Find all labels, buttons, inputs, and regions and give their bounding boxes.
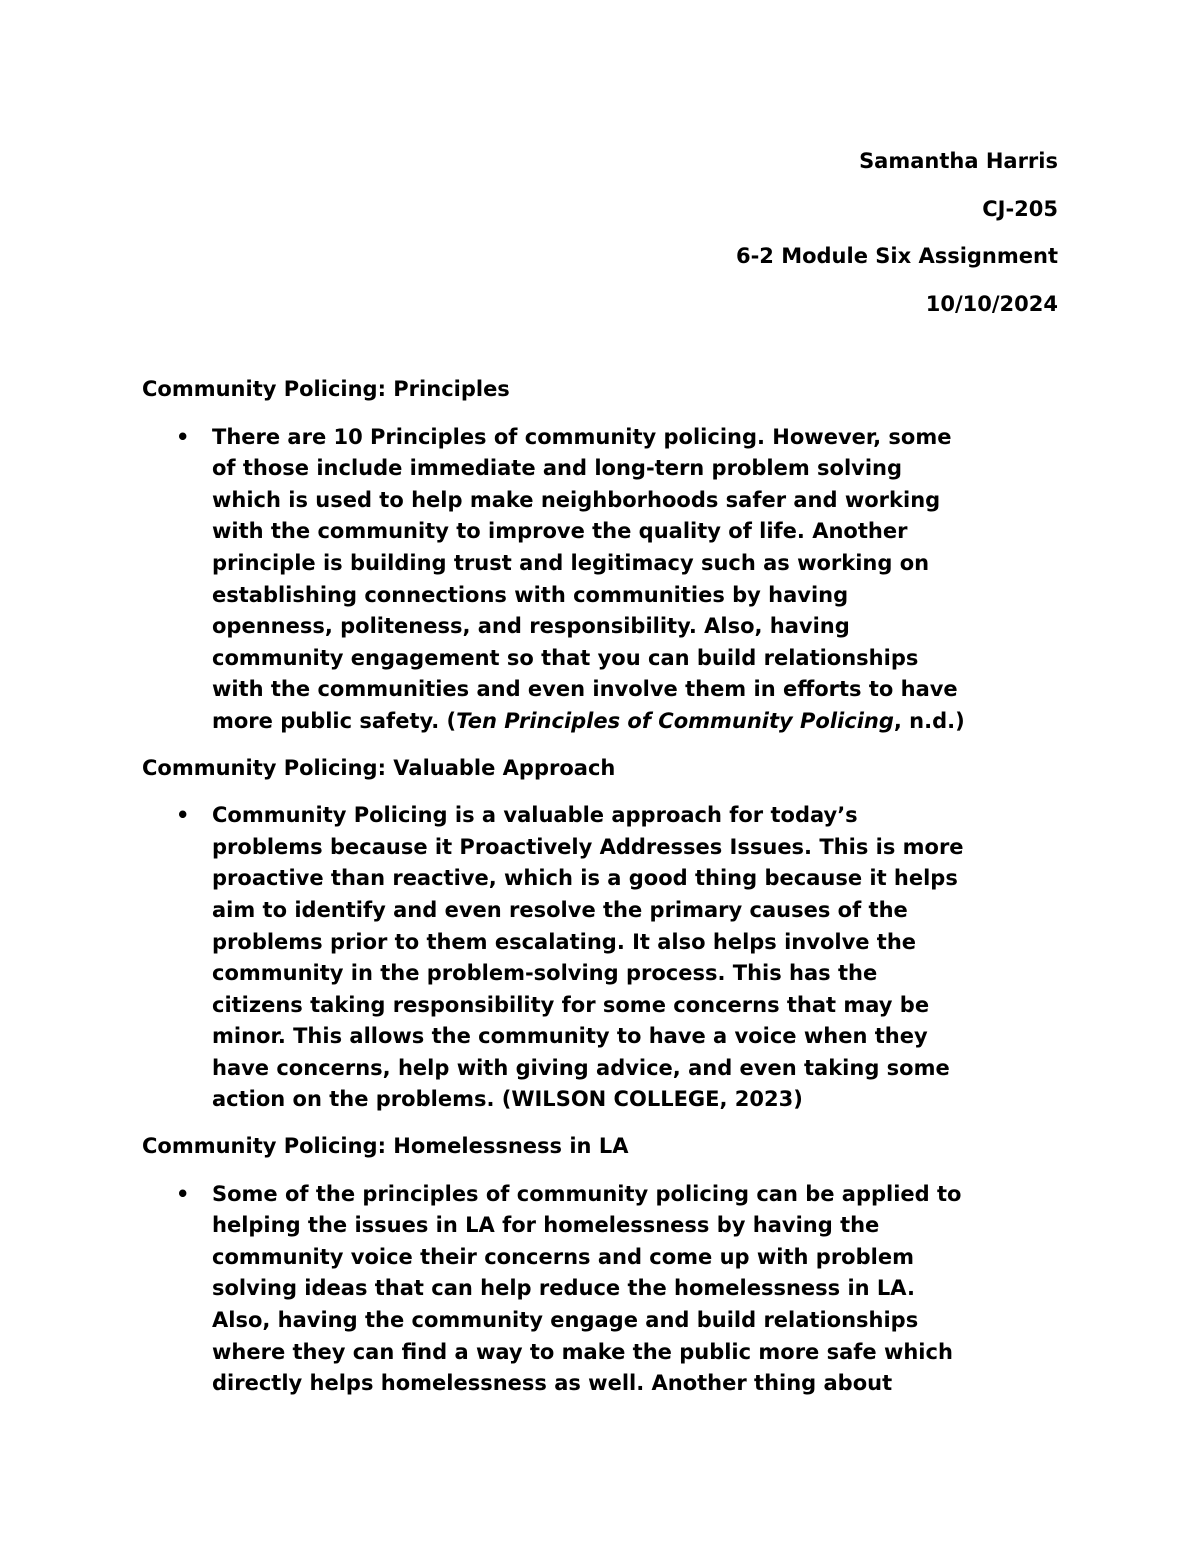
paragraph-line: helping the issues in LA for homelessness by having the	[212, 1213, 880, 1238]
paragraph-line: community engagement so that you can build relationships	[212, 645, 919, 670]
paragraph-line: directly helps homelessness as well. Another thing about	[212, 1371, 893, 1396]
paragraph-line: minor. This allows the community to have a voice when they	[212, 1024, 928, 1049]
paragraph-line: with the community to improve the quality of life. Another	[212, 519, 908, 544]
list-item	[142, 1179, 1062, 1400]
paragraph-line: community voice their concerns and come up with problem	[212, 1244, 914, 1269]
paragraph-line: problems because it Proactively Addresses Issues. This is more	[212, 834, 964, 859]
citation-title: Ten Principles of Community Policing	[456, 708, 894, 733]
paragraph-line: where they can find a way to make the public more safe which	[212, 1339, 953, 1364]
paragraph-line-citation	[212, 706, 1062, 738]
list-item	[142, 422, 1062, 738]
paragraph-line: citizens taking responsibility for some concerns that may be	[212, 992, 930, 1017]
header-block	[736, 138, 1058, 328]
citation-suffix: , n.d.)	[893, 708, 965, 733]
document-body	[142, 374, 1062, 1415]
assignment-title: 6-2 Module Six Assignment	[735, 244, 1058, 268]
bullet-icon: •	[176, 424, 190, 449]
bullet-icon: •	[176, 1181, 190, 1206]
paragraph-line: Also, having the community engage and build relationships	[212, 1308, 919, 1333]
paragraph-line: have concerns, help with giving advice, and even taking some	[212, 1055, 950, 1080]
paragraph-line: Some of the principles of community policing can be applied to	[212, 1181, 962, 1206]
paragraph-line: aim to identify and even resolve the primary causes of the	[212, 897, 908, 922]
submission-date: 10/10/2024	[925, 291, 1058, 316]
list-item	[142, 800, 1062, 1116]
section-heading-homelessness: Community Policing: Homelessness in LA	[142, 1134, 629, 1159]
citation-prefix: more public safety. (	[212, 708, 457, 733]
paragraph-line: which is used to help make neighborhoods safer and working	[212, 487, 941, 512]
course-code: CJ-205	[982, 196, 1058, 221]
paragraph-line: community in the problem-solving process. This has the	[212, 961, 878, 986]
paragraph-line: establishing connections with communities by having	[212, 582, 849, 607]
paragraph-line: openness, politeness, and responsibility. Also, having	[212, 614, 850, 639]
paragraph-line: There are 10 Principles of community policing. However, some	[212, 424, 952, 449]
author-name: Samantha Harris	[859, 149, 1058, 173]
paragraph-line: of those include immediate and long-tern problem solving	[212, 456, 903, 481]
section-heading-valuable-approach: Community Policing: Valuable Approach	[142, 755, 616, 780]
section-heading-principles: Community Policing: Principles	[142, 377, 510, 401]
paragraph-line: solving ideas that can help reduce the homelessness in LA.	[212, 1276, 915, 1301]
bullet-icon: •	[176, 803, 190, 828]
paragraph-line: principle is building trust and legitimacy such as working on	[212, 550, 930, 575]
paragraph-line: Community Policing is a valuable approach for today’s	[212, 803, 858, 828]
paragraph-line: with the communities and even involve them in efforts to have	[212, 677, 958, 702]
paragraph-line: action on the problems. (WILSON COLLEGE, 2023)	[212, 1087, 803, 1112]
paragraph-line: problems prior to them escalating. It also helps involve the	[212, 929, 917, 954]
paragraph-line: proactive than reactive, which is a good thing because it helps	[212, 866, 958, 891]
